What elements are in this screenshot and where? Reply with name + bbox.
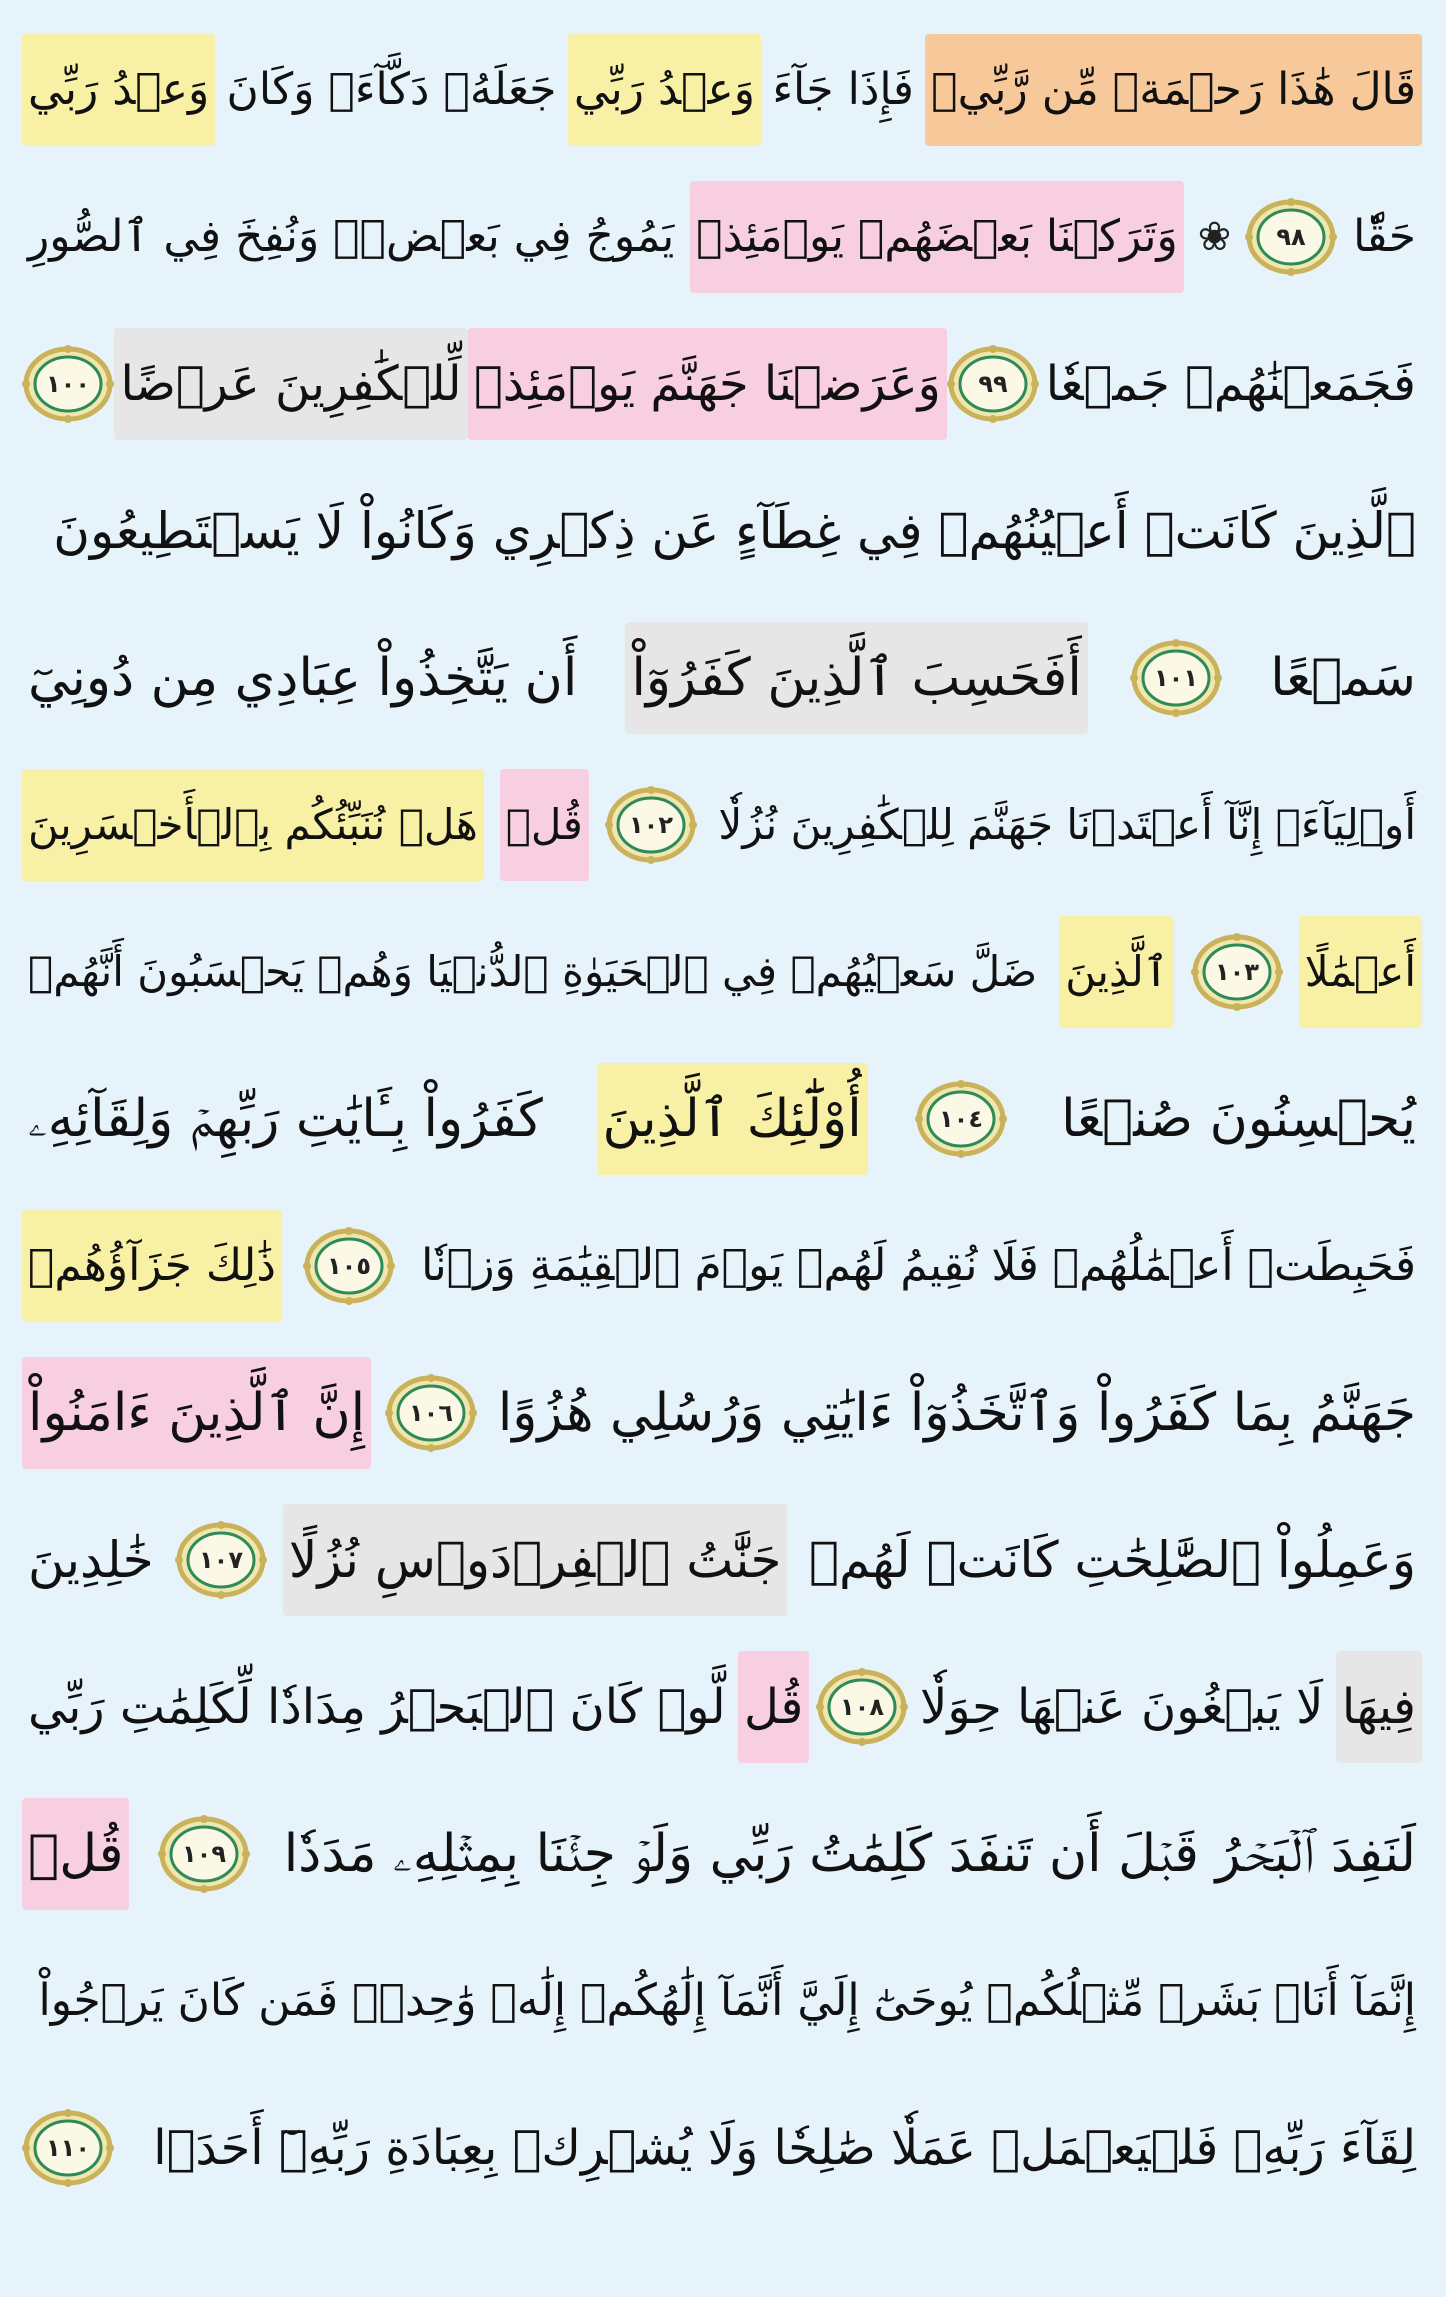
verse-line	[22, 1794, 1422, 1914]
ayah-end-marker[interactable]	[303, 1227, 395, 1305]
ayah-end-marker[interactable]	[605, 786, 697, 864]
ayah-number: ١٠٥	[326, 1252, 371, 1280]
ayah-ornament-icon	[816, 1668, 908, 1746]
verse-text: فَجَمَعۡنَٰهُمۡ جَمۡعٗا	[1045, 356, 1416, 412]
verse-line	[22, 618, 1422, 738]
ayah-number: ١١٠	[46, 2134, 90, 2162]
ayah-end-marker[interactable]	[158, 1815, 250, 1893]
highlighted-word-group[interactable]: فِيهَا	[1336, 1651, 1422, 1763]
sajda-flower-icon: ❀	[1197, 214, 1232, 260]
verse-text: ضَلَّ سَعۡيُهُمۡ فِي ٱلۡحَيَوٰةِ ٱلدُّنۡيَا وَهُمۡ يَحۡسَبُونَ أَنَّهُمۡ	[28, 947, 1038, 996]
verse-line	[22, 324, 1422, 444]
highlighted-word-group[interactable]: إِنَّ ٱلَّذِينَ ءَامَنُواْ	[22, 1357, 371, 1469]
verse-text: جَعَلَهُۥ دَكَّآءَۖ وَكَانَ	[226, 64, 557, 115]
ayah-end-marker[interactable]	[22, 345, 114, 423]
ayah-ornament-icon	[385, 1374, 477, 1452]
ayah-ornament-icon	[915, 1080, 1007, 1158]
ayah-number: ٩٩	[978, 370, 1008, 398]
ayah-number: ١٠٠	[46, 370, 91, 398]
verse-text: لِقَآءَ رَبِّهِۦ فَلۡيَعۡمَلۡ عَمَلٗا صَٰلِحٗا وَلَا يُشۡرِكۡ بِعِبَادَةِ رَبِّهِۦٓ أَحَدَۢا	[153, 2120, 1416, 2176]
verse-text: لَا يَبۡغُونَ عَنۡهَا حِوَلٗا	[919, 1679, 1324, 1735]
ayah-ornament-icon	[947, 345, 1039, 423]
ayah-ornament-icon	[1191, 933, 1283, 1011]
ayah-end-marker[interactable]	[385, 1374, 477, 1452]
verse-line	[22, 1353, 1422, 1473]
highlighted-word-group[interactable]: لِّلۡكَٰفِرِينَ عَرۡضًا	[114, 328, 467, 440]
verse-line	[22, 1941, 1422, 2061]
verse-line	[22, 1059, 1422, 1179]
verse-line	[22, 1206, 1422, 1326]
ayah-ornament-icon	[303, 1227, 395, 1305]
verse-line	[22, 765, 1422, 885]
highlighted-word-group[interactable]: ٱلَّذِينَ	[1059, 916, 1174, 1028]
ayah-ornament-icon	[175, 1521, 267, 1599]
highlighted-word-group[interactable]: أَعۡمَٰلًا	[1299, 916, 1422, 1028]
verse-line	[22, 1647, 1422, 1767]
verse-text: أَن يَتَّخِذُواْ عِبَادِي مِن دُونِيٓ	[28, 648, 578, 708]
ayah-end-marker[interactable]	[816, 1668, 908, 1746]
verse-text: يَمُوجُ فِي بَعۡضٖۖ وَنُفِخَ فِي ٱلصُّورِ	[28, 211, 675, 262]
ayah-ornament-icon	[605, 786, 697, 864]
ayah-ornament-icon	[1130, 639, 1222, 717]
highlighted-word-group[interactable]: وَتَرَكۡنَا بَعۡضَهُمۡ يَوۡمَئِذٖ	[690, 181, 1184, 293]
ayah-ornament-icon	[158, 1815, 250, 1893]
highlighted-word-group[interactable]: أَفَحَسِبَ ٱلَّذِينَ كَفَرُوٓاْ	[625, 622, 1087, 734]
verse-text: حَقّٗا	[1353, 211, 1416, 262]
highlighted-word-group[interactable]: قُلۡ	[500, 769, 589, 881]
highlighted-word-group[interactable]: ذَٰلِكَ جَزَآؤُهُمۡ	[22, 1210, 282, 1322]
ayah-number: ٩٨	[1276, 223, 1306, 251]
ayah-number: ١٠٢	[628, 811, 673, 839]
verse-text: كَفَرُواْ بِـَٔايَٰتِ رَبِّهِمۡ وَلِقَآئِهِۦ	[28, 1089, 543, 1149]
highlighted-word-group[interactable]: وَعَرَضۡنَا جَهَنَّمَ يَوۡمَئِذٖ	[468, 328, 947, 440]
ayah-number: ١٠٧	[199, 1546, 244, 1574]
verse-line	[22, 471, 1422, 591]
highlighted-word-group[interactable]: جَنَّٰتُ ٱلۡفِرۡدَوۡسِ نُزُلًا	[283, 1504, 787, 1616]
ayah-end-marker[interactable]	[1245, 198, 1337, 276]
highlighted-word-group[interactable]: هَلۡ نُنَبِّئُكُم بِٱلۡأَخۡسَرِينَ	[22, 769, 484, 881]
verse-text: إِنَّمَآ أَنَا۠ بَشَرٞ مِّثۡلُكُمۡ يُوحَىٰٓ إِلَيَّ أَنَّمَآ إِلَٰهُكُمۡ إِلَٰهٞ وَٰحِدٞۖ فَمَن كَانَ يَرۡجُواْ	[38, 1975, 1416, 2026]
ayah-end-marker[interactable]	[1130, 639, 1222, 717]
verse-line	[22, 912, 1422, 1032]
ayah-end-marker[interactable]	[22, 2109, 114, 2187]
ayah-number: ١٠٤	[939, 1105, 984, 1133]
ayah-number: ١٠٩	[181, 1840, 226, 1868]
highlighted-word-group[interactable]: قُل	[738, 1651, 809, 1763]
ayah-end-marker[interactable]	[175, 1521, 267, 1599]
verse-text: جَهَنَّمُ بِمَا كَفَرُواْ وَٱتَّخَذُوٓاْ ءَايَٰتِي وَرُسُلِي هُزُوًا	[497, 1383, 1416, 1443]
verse-line	[22, 2088, 1422, 2208]
verse-line	[22, 177, 1422, 297]
highlighted-word-group[interactable]: وَعۡدُ رَبِّي	[22, 34, 215, 146]
ayah-end-marker[interactable]	[947, 345, 1039, 423]
ayah-ornament-icon	[22, 345, 114, 423]
ayah-end-marker[interactable]	[1191, 933, 1283, 1011]
verse-text: لَنَفِدَ ٱلۡبَحۡرُ قَبۡلَ أَن تَنفَدَ كَلِمَٰتُ رَبِّي وَلَوۡ جِئۡنَا بِمِثۡلِهِۦ مَدَدٗا	[283, 1824, 1416, 1884]
verse-text: وَعَمِلُواْ ٱلصَّٰلِحَٰتِ كَانَتۡ لَهُمۡ	[809, 1531, 1416, 1589]
verse-line	[22, 1500, 1422, 1620]
verse-text: ٱلَّذِينَ كَانَتۡ أَعۡيُنُهُمۡ فِي غِطَآءٍ عَن ذِكۡرِي وَكَانُواْ لَا يَسۡتَطِيعُونَ	[53, 502, 1416, 560]
verse-text: خَٰلِدِينَ	[28, 1531, 154, 1589]
ayah-number: ١٠٦	[409, 1399, 454, 1427]
verse-text: لَّوۡ كَانَ ٱلۡبَحۡرُ مِدَادٗا لِّكَلِمَٰتِ رَبِّي	[28, 1679, 726, 1735]
verse-text: يُحۡسِنُونَ صُنۡعًا	[1061, 1089, 1416, 1149]
verse-text: فَإِذَا جَآءَ	[772, 64, 914, 115]
ayah-end-marker[interactable]	[915, 1080, 1007, 1158]
verse-line	[22, 30, 1422, 150]
verse-text: فَحَبِطَتۡ أَعۡمَٰلُهُمۡ فَلَا نُقِيمُ لَهُمۡ يَوۡمَ ٱلۡقِيَٰمَةِ وَزۡنٗا	[421, 1240, 1416, 1291]
ayah-number: ١٠٨	[839, 1693, 884, 1721]
verse-text: سَمۡعًا	[1270, 648, 1416, 708]
highlighted-word-group[interactable]: قَالَ هَٰذَا رَحۡمَةٞ مِّن رَّبِّيۖ	[925, 34, 1422, 146]
ayah-ornament-icon	[1245, 198, 1337, 276]
ayah-number: ١٠١	[1154, 664, 1199, 692]
ayah-number: ١٠٣	[1214, 958, 1259, 986]
verse-text: أَوۡلِيَآءَۚ إِنَّآ أَعۡتَدۡنَا جَهَنَّمَ لِلۡكَٰفِرِينَ نُزُلٗا	[718, 800, 1416, 849]
highlighted-word-group[interactable]: أُوْلَٰٓئِكَ ٱلَّذِينَ	[597, 1063, 868, 1175]
ayah-ornament-icon	[22, 2109, 114, 2187]
highlighted-word-group[interactable]: قُلۡ	[22, 1798, 129, 1910]
highlighted-word-group[interactable]: وَعۡدُ رَبِّي	[568, 34, 761, 146]
